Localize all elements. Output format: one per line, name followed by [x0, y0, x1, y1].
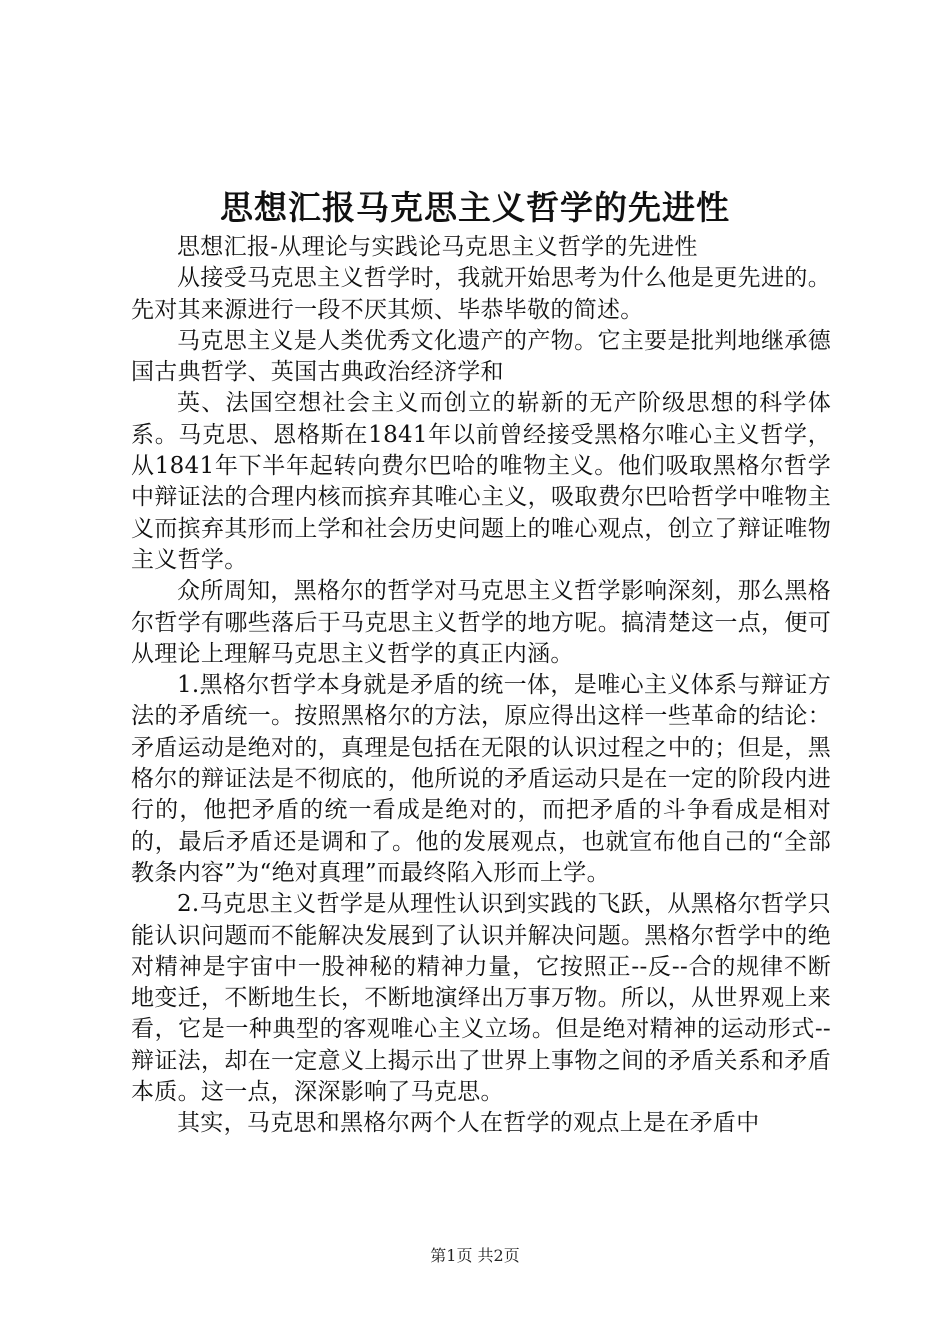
paragraph: 其实，马克思和黑格尔两个人在哲学的观点上是在矛盾中: [177, 1110, 760, 1137]
paragraph: 马克思主义是人类优秀文化遗产的产物。它主要是批判地继承德国古典哲学、英国古典政治经济学和: [131, 327, 831, 386]
paragraph: 2.马克思主义哲学是从理性认识到实践的飞跃，从黑格尔哲学只能认识问题而不能解决发展到了认识并解决问题。黑格尔哲学中的绝对精神是宇宙中一股神秘的精神力量，它按照正--反--合的规律不断地变迁，不断地生长，不断地演绎出万事万物。所以，从世界观上来看，它是一种典型的客观唯心主义立场。但是绝对精神的运动形式--辩证法，却在一定意义上揭示出了世界上事物之间的矛盾关系和矛盾本质。这一点，深深影响了马克思。: [131, 891, 831, 1106]
paragraph: 英、法国空想社会主义而创立的崭新的无产阶级思想的科学体系。马克思、恩格斯在1841年以前曾经接受黑格尔唯心主义哲学，从1841年下半年起转向费尔巴哈的唯物主义。他们吸取黑格尔哲学中辩证法的合理内核而摈弃其唯心主义，吸取费尔巴哈哲学中唯物主义而摈弃其形而上学和社会历史问题上的唯心观点，创立了辩证唯物主义哲学。: [131, 390, 831, 573]
paragraph: 从接受马克思主义哲学时，我就开始思考为什么他是更先进的。先对其来源进行一段不厌其烦、毕恭毕敬的简述。: [131, 265, 831, 323]
paragraph-subtitle: 思想汇报-从理论与实践论马克思主义哲学的先进性: [177, 234, 698, 260]
page-number-footer: 第1页 共2页: [430, 1246, 520, 1265]
document-title: 思想汇报马克思主义哲学的先进性: [220, 188, 730, 227]
paragraph: 众所周知，黑格尔的哲学对马克思主义哲学影响深刻，那么黑格尔哲学有哪些落后于马克思主义哲学的地方呢。搞清楚这一点，便可从理论上理解马克思主义哲学的真正内涵。: [131, 578, 831, 667]
paragraph: 1.黑格尔哲学本身就是矛盾的统一体，是唯心主义体系与辩证方法的矛盾统一。按照黑格尔的方法，原应得出这样一些革命的结论：矛盾运动是绝对的，真理是包括在无限的认识过程之中的；但是，黑格尔的辩证法是不彻底的，他所说的矛盾运动只是在一定的阶段内进行的，他把矛盾的统一看成是绝对的，而把矛盾的斗争看成是相对的，最后矛盾还是调和了。他的发展观点，也就宣布他自己的“全部教条内容”为“绝对真理”而最终陷入形而上学。: [131, 672, 831, 886]
document-body: [131, 232, 831, 1140]
